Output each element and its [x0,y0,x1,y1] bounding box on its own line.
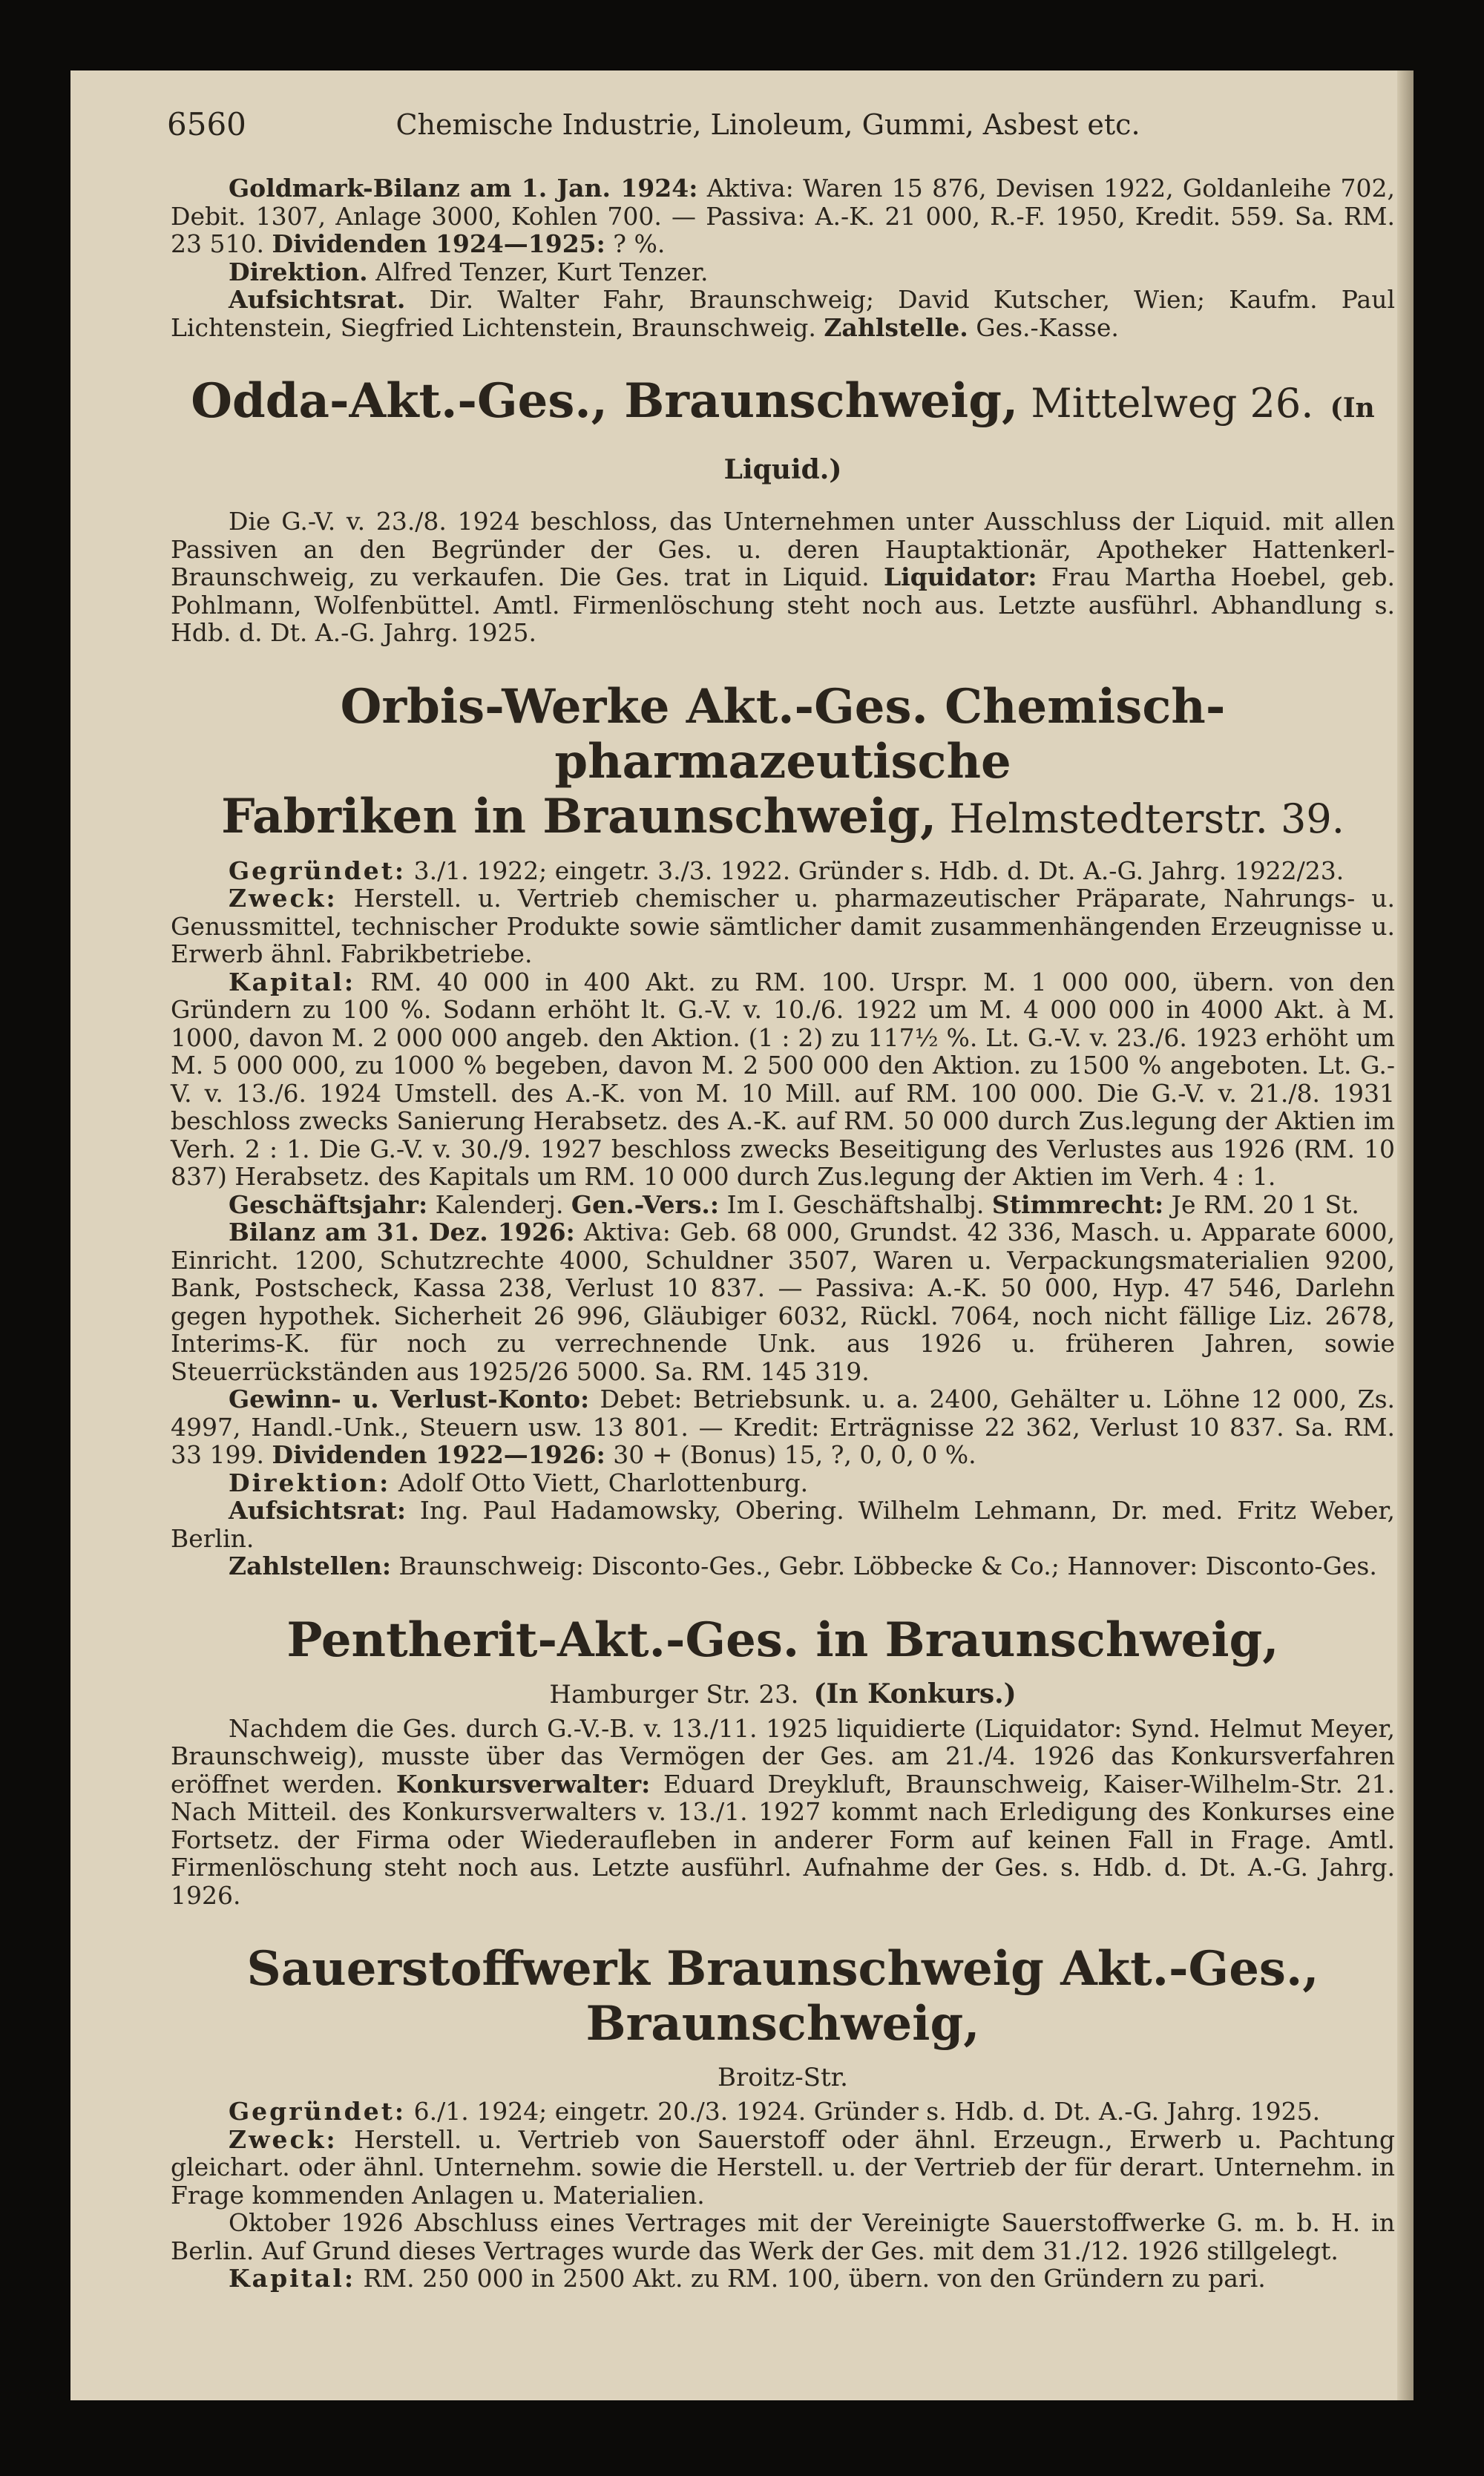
pentherit-text [171,1715,1395,1910]
orbis-title [171,680,1395,847]
page-number: 6560 [167,106,246,142]
stimmrecht-text: Je RM. 20 1 St. [1163,1189,1359,1219]
orbis-name-line2: Fabriken in Braunschweig, [221,788,937,844]
sauerstoff-zweck-text: Herstell. u. Vertrieb von Sauerstoff oder ähnl. Erzeugn., Erwerb u. Pachtung gleichart. oder ähnl. Unternehm. sowie die Herstell. u. der Vertrieb der für derart. Unternehm. in Frage kommenden Anlagen u. Materialien. [171,2124,1395,2210]
orbis-address: Helmstedterstr. 39. [936,795,1345,842]
aufsichtsrat-entry [171,286,1395,341]
aufsichtsrat-text: Dir. Walter Fahr, Braunschweig; David Kutscher, Wien; Kaufm. Paul Lichtenstein, Siegfried Lichtenstein, Braunschweig. [171,285,1395,342]
zahlstellen-label: Zahlstellen: [229,1551,392,1580]
orbis-direktion-text: Adolf Otto Viett, Charlottenburg. [390,1468,809,1497]
kapital-label: Kapital: [229,967,356,996]
pentherit-text-2: Eduard Dreykluft, Braunschweig, Kaiser-Wilhelm-Str. 21. Nach Mitteil. des Konkursverwalters v. 13./1. 1927 kommt nach Erledigung des Konkurses eine Fortsetz. der Firma oder Wiederaufleben in anderer Form auf keinen Fall in Frage. Amtl. Firmenlöschung steht noch aus. Letzte ausführl. Aufnahme der Ges. s. Hdb. d. Dt. A.-G. Jahrg. 1926. [171,1769,1395,1910]
sauerstoff-oktober-text: Oktober 1926 Abschluss eines Vertrages mit der Vereinigte Sauerstoffwerke G. m. b. H. in Berlin. Auf Grund dieses Vertrages wurde das Werk der Ges. mit dem 31./12. 1926 stillgelegt. [171,2208,1395,2265]
orbis-dividenden-label: Dividenden 1922—1926: [272,1440,605,1469]
gewinn-label: Gewinn- u. Verlust-Konto: [229,1385,590,1413]
pentherit-name: Pentherit-Akt.-Ges. in Braunschweig, [286,1612,1279,1668]
orbis-name-line1: Orbis-Werke Akt.-Ges. Chemisch-pharmazeutische [340,678,1226,789]
odda-text [171,508,1395,647]
odda-name: Odda-Akt.-Ges., Braunschweig, [191,373,1019,429]
page-edge-shadow [1397,70,1414,2400]
zweck-label: Zweck: [229,884,338,913]
page-content [171,174,1395,2293]
orbis-kapital [171,968,1395,1191]
bilanz-text: Aktiva: Waren 15 876, Devisen 1922, Goldanleihe 702, Debit. 1307, Anlage 3000, Kohlen 700. — Passiva: A.-K. 21 000, R.-F. 1950, Kredit. 559. Sa. RM. 23 510. [171,174,1395,258]
direktion-text: Alfred Tenzer, Kurt Tenzer. [367,257,709,286]
orbis-dividenden-text: 30 + (Bonus) 15, ?, 0, 0, 0 %. [605,1440,976,1469]
genvers-text: Im I. Geschäftshalbj. [719,1189,992,1219]
pentherit-text-1: Nachdem die Ges. durch G.-V.-B. v. 13./11. 1925 liquidierte (Liquidator: Synd. Helmut Meyer, Braunschweig), musste über das Vermögen der Ges. am 21./4. 1926 das Konkursverfahren eröffnet werden. [171,1713,1395,1799]
zahlstelle-label: Zahlstelle. [824,312,968,342]
sauerstoff-title [171,1942,1395,2052]
odda-text-2: Frau Martha Hoebel, geb. Pohlmann, Wolfenbüttel. Amtl. Firmenlöschung steht noch aus. Letzte ausführl. Abhandlung s. Hdb. d. Dt. A.-G. Jahrg. 1925. [171,562,1395,647]
orbis-gewinn [171,1385,1395,1469]
sauerstoff-kapital-text: RM. 250 000 in 2500 Akt. zu RM. 100, übern. von den Gründern zu pari. [355,2264,1266,2293]
goldmark-bilanz [171,174,1395,258]
gegruendet-label: Gegründet: [229,856,407,885]
sauerstoff-address: Broitz-Str. [718,2063,848,2092]
konkursverwalter-label: Konkursverwalter: [395,1769,651,1799]
zweck-text: Herstell. u. Vertrieb chemischer u. pharmazeutischer Präparate, Nahrungs- u. Genussmittel, technischer Produkte sowie sämtlicher damit zusammenhängenden Erzeugnisse u. Erwerb ähnl. Fabrikbetriebe. [171,884,1395,968]
sauerstoff-gegruendet [171,2098,1395,2126]
dividenden-value: ? %. [605,229,666,258]
orbis-gegruendet [171,857,1395,885]
odda-address: Mittelweg 26. [1018,380,1314,427]
sauerstoff-gegruendet-text: 6./1. 1924; eingetr. 20./3. 1924. Gründer s. Hdb. d. Dt. A.-G. Jahrg. 1925. [406,2097,1321,2126]
sauerstoff-kapital-label: Kapital: [229,2264,356,2293]
sauerstoff-kapital [171,2265,1395,2293]
odda-liquidator-label: Liquidator: [883,562,1037,591]
sauerstoff-gegruendet-label: Gegründet: [229,2097,407,2126]
orbis-bilanz [171,1218,1395,1385]
orbis-geschaeftsjahr [171,1191,1395,1219]
sauerstoff-subtitle [171,2062,1395,2093]
zahlstelle-text: Ges.-Kasse. [968,312,1119,342]
genvers-label: Gen.-Vers.: [571,1189,720,1219]
geschaeftsjahr-label: Geschäftsjahr: [229,1189,428,1219]
orbis-bilanz-text: Aktiva: Geb. 68 000, Grundst. 42 336, Masch. u. Apparate 6000, Einricht. 1200, Schutzrechte 4000, Schuldner 3507, Waren u. Verpackungsmaterialien 9200, Bank, Postscheck, Kassa 238, Verlust 10 837. — Passiva: A.-K. 50 000, Hyp. 47 546, Darlehn gegen hypothek. Sicherheit 26 996, Gläubiger 6032, Rückl. 7064, noch nicht fällige Liz. 2678, Interims-K. für noch zu verrechnende Unk. aus 1926 u. früheren Jahren, sowie Steuerrückständen aus 1925/26 5000. Sa. RM. 145 319. [171,1218,1395,1386]
odda-title [171,374,1395,497]
pentherit-status: (In Konkurs.) [813,1678,1017,1710]
sauerstoff-name: Sauerstoffwerk Braunschweig Akt.-Ges., Braunschweig, [246,1941,1319,2052]
orbis-aufsichtsrat-text: Ing. Paul Hadamowsky, Obering. Wilhelm Lehmann, Dr. med. Fritz Weber, Berlin. [171,1496,1395,1553]
orbis-direktion-label: Direktion: [229,1468,391,1497]
orbis-bilanz-label: Bilanz am 31. Dez. 1926: [229,1218,575,1247]
aufsichtsrat-label: Aufsichtsrat. [229,285,406,314]
direktion-label: Direktion. [229,257,368,286]
gewinn-text: Debet: Betriebsunk. u. a. 2400, Gehälter u. Löhne 12 000, Zs. 4997, Handl.-Unk., Steuern usw. 13 801. — Kredit: Erträgnisse 22 362, Verlust 10 837. Sa. RM. 33 199. [171,1385,1395,1469]
zahlstellen-text: Braunschweig: Disconto-Ges., Gebr. Löbbecke & Co.; Hannover: Disconto-Ges. [391,1551,1377,1580]
sauerstoff-oktober [171,2209,1395,2265]
page-header [167,99,1369,151]
orbis-aufsichtsrat [171,1497,1395,1552]
kapital-text: RM. 40 000 in 400 Akt. zu RM. 100. Urspr. M. 1 000 000, übern. von den Gründern zu 100 %. Sodann erhöht lt. G.-V. v. 10./6. 1922 um M. 4 000 000 in 4000 Akt. à M. 1000, davon M. 2 000 000 angeb. den Aktion. (1 : 2) zu 117½ %. Lt. G.-V. v. 23./6. 1923 erhöht um M. 5 000 000, zu 1000 % begeben, davon M. 2 500 000 den Aktion. zu 1500 % angeboten. Lt. G.-V. v. 13./6. 1924 Umstell. des A.-K. von M. 10 Mill. auf RM. 100 000. Die G.-V. v. 21./8. 1931 beschloss zwecks Sanierung Herabsetz. des A.-K. auf RM. 50 000 durch Zus.legung der Aktien im Verh. 2 : 1. Die G.-V. v. 30./9. 1927 beschloss zwecks Beseitigung des Verlustes aus 1926 (RM. 10 837) Herabsetz. des Kapitals um RM. 10 000 durch Zus.legung der Aktien im Verh. 4 : 1. [171,967,1395,1191]
direktion-entry [171,258,1395,286]
orbis-zahlstellen [171,1552,1395,1580]
bilanz-label: Goldmark-Bilanz am 1. Jan. 1924: [229,174,698,203]
orbis-zweck [171,884,1395,968]
odda-status: (In Liquid.) [723,393,1375,485]
gegruendet-text: 3./1. 1922; eingetr. 3./3. 1922. Gründer s. Hdb. d. Dt. A.-G. Jahrg. 1922/23. [406,856,1345,885]
orbis-direktion [171,1469,1395,1497]
dividenden-label: Dividenden 1924—1925: [272,229,605,258]
sauerstoff-zweck [171,2126,1395,2210]
pentherit-subtitle [171,1678,1395,1710]
running-title: Chemische Industrie, Linoleum, Gummi, Asbest etc. [395,108,1140,141]
document-page [70,70,1414,2400]
odda-text-1: Die G.-V. v. 23./8. 1924 beschloss, das Unternehmen unter Ausschluss der Liquid. mit allen Passiven an den Begründer der Ges. u. deren Hauptaktionär, Apotheker Hattenkerl-Braunschweig, zu verkaufen. Die Ges. trat in Liquid. [171,507,1395,591]
stimmrecht-label: Stimmrecht: [991,1189,1164,1219]
geschaeftsjahr-text: Kalenderj. [427,1189,571,1219]
orbis-aufsichtsrat-label: Aufsichtsrat: [229,1496,407,1525]
pentherit-address: Hamburger Str. 23. [549,1679,799,1710]
sauerstoff-zweck-label: Zweck: [229,2124,338,2154]
pentherit-title [171,1613,1395,1668]
